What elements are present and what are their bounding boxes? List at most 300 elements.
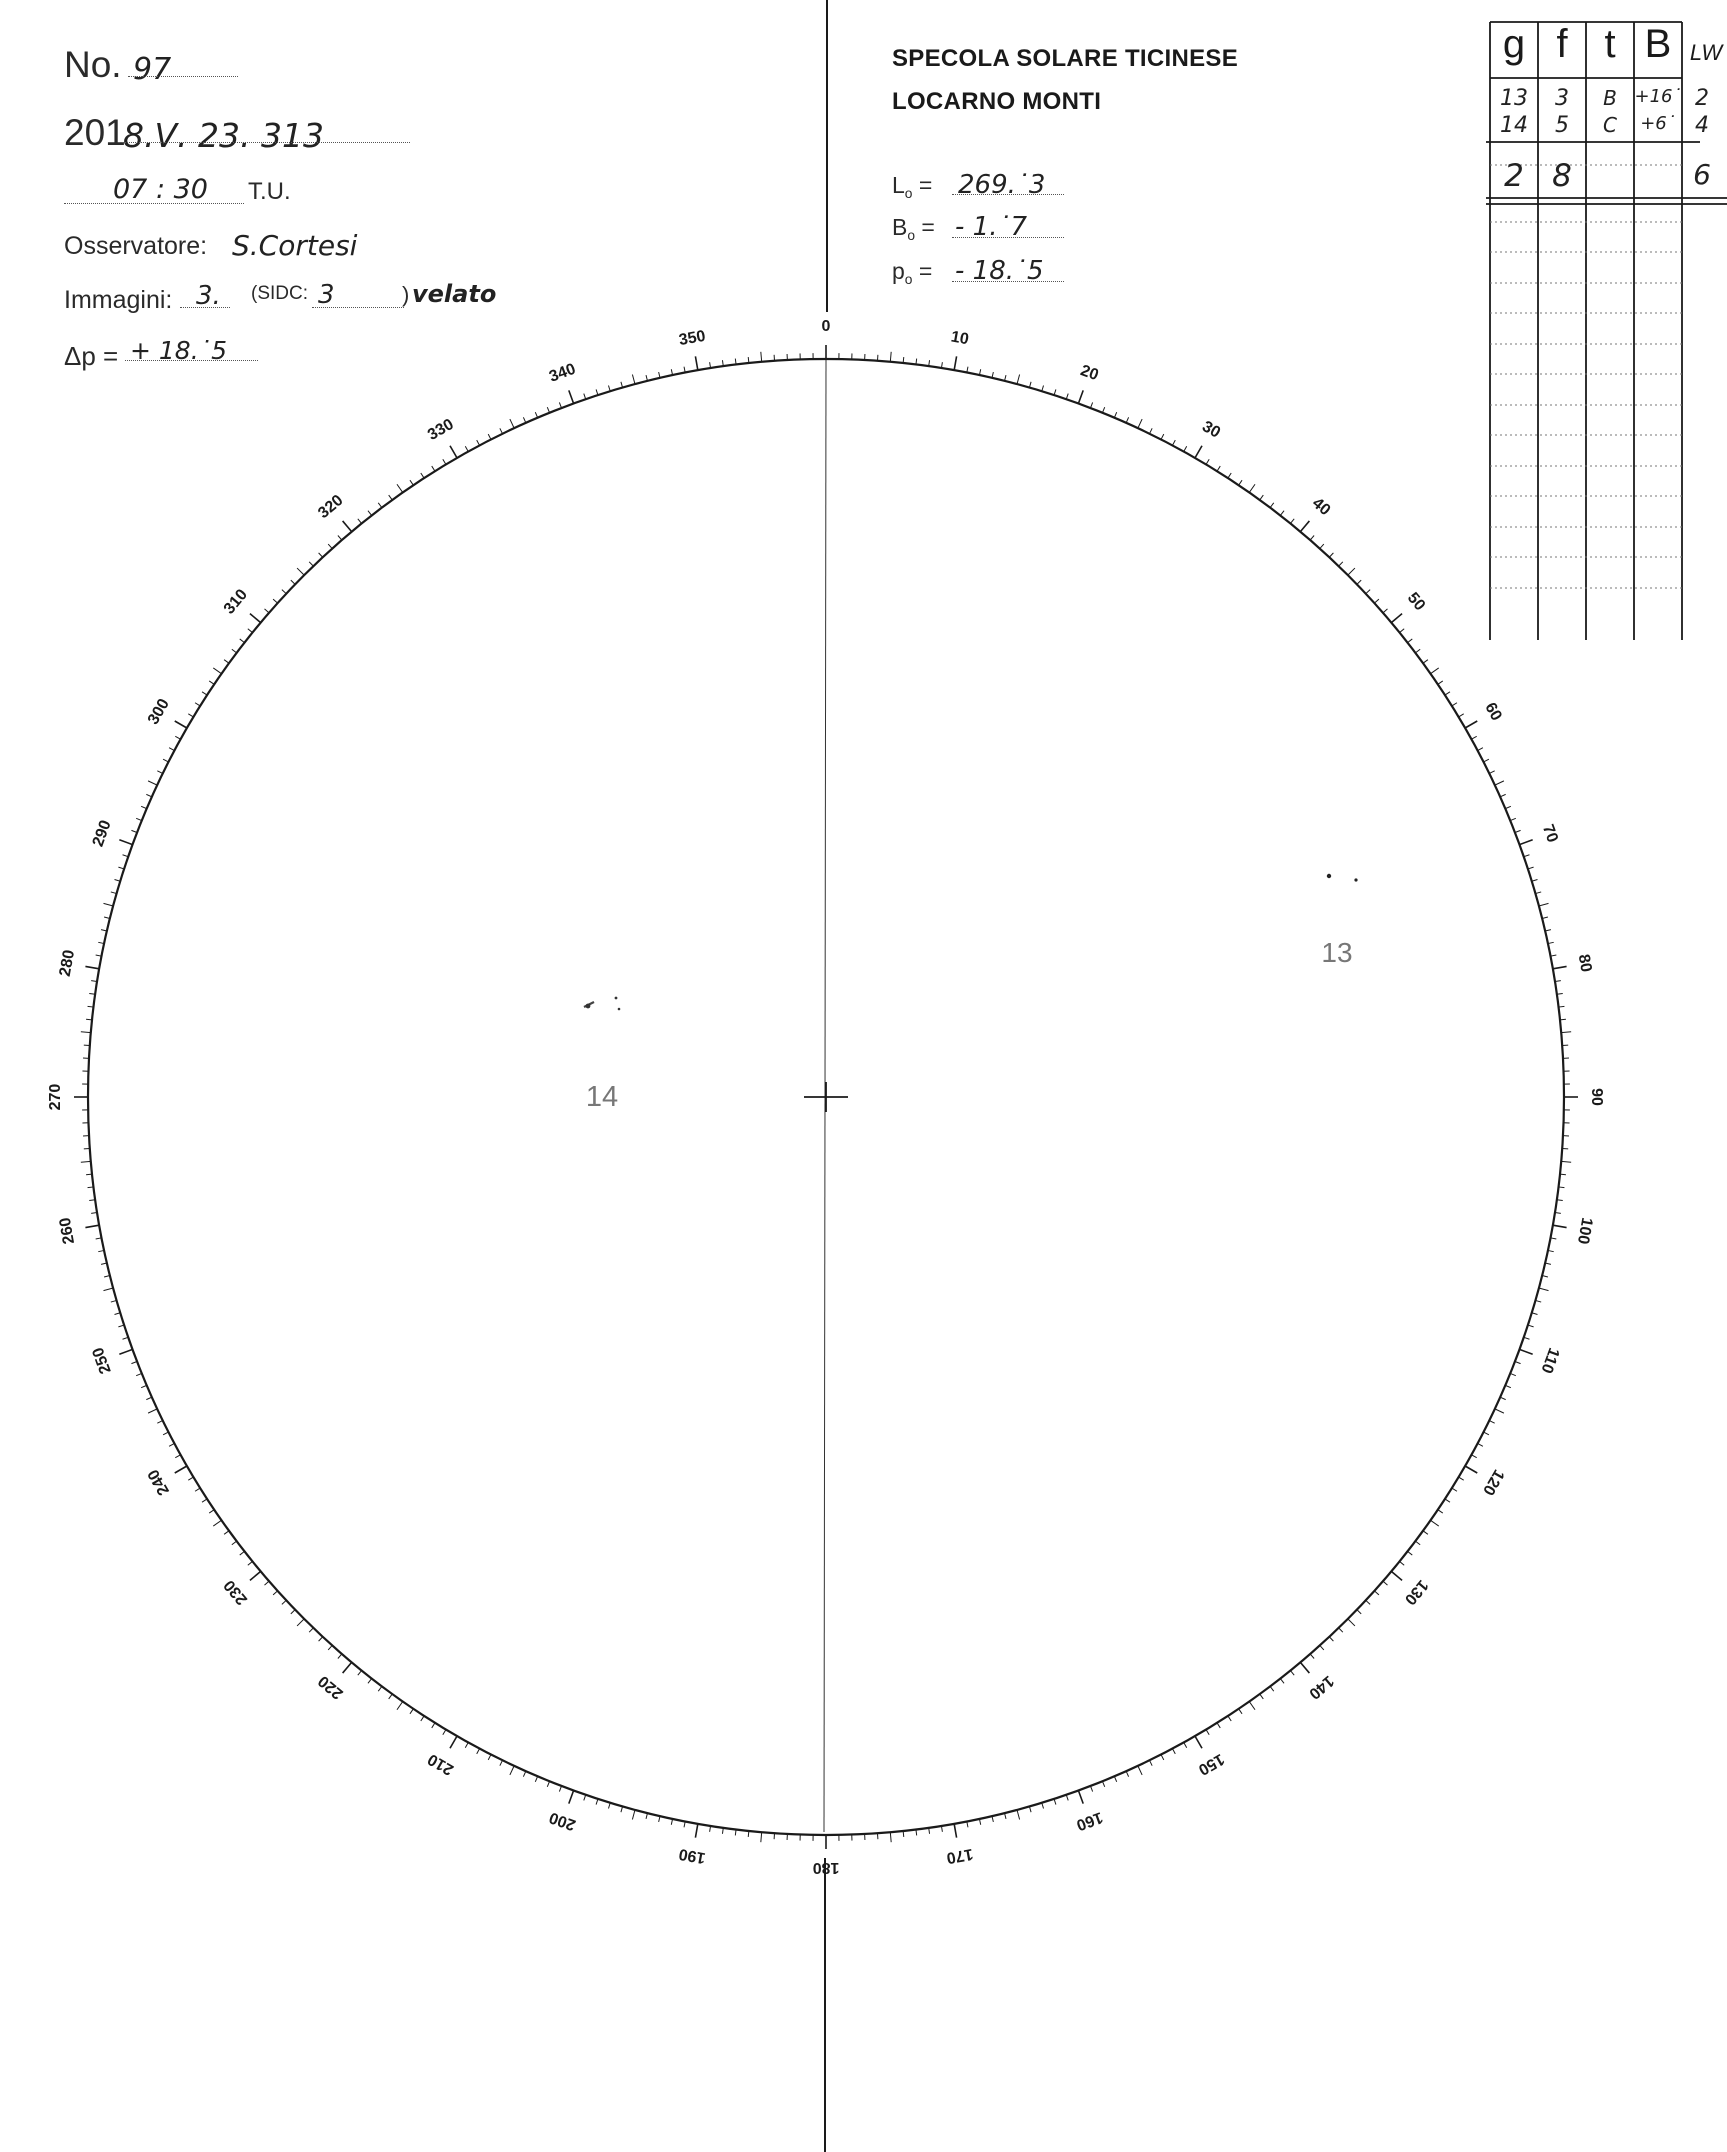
images-label: Immagini:: [64, 286, 173, 314]
scale-tick: [224, 1531, 229, 1535]
scale-tick: [1465, 721, 1477, 728]
scale-tick: [1366, 1600, 1370, 1604]
scale-tick: [1553, 1225, 1567, 1227]
scale-tick: [632, 374, 635, 384]
scale-tick: [1320, 1645, 1324, 1649]
scale-label-50: 50: [1403, 589, 1429, 615]
scale-tick: [903, 1831, 904, 1837]
sunspot: [615, 997, 618, 1000]
scale-tick: [584, 1795, 586, 1801]
scale-tick: [136, 818, 142, 820]
scale-tick: [1280, 511, 1284, 516]
scale-label-60: 60: [1481, 699, 1505, 724]
scale-label-190: 190: [677, 1844, 707, 1867]
scale-tick: [1471, 736, 1476, 739]
scale-tick: [224, 660, 229, 664]
scale-tick: [1172, 440, 1175, 445]
scale-tick: [368, 1679, 372, 1684]
scale-tick: [328, 544, 332, 548]
scale-tick: [410, 1709, 413, 1714]
scale-tick: [1560, 1174, 1566, 1175]
scale-label-200: 200: [547, 1808, 579, 1834]
scale-tick: [1249, 1702, 1255, 1710]
scale-tick: [1500, 1397, 1505, 1399]
scale-label-300: 300: [144, 696, 173, 728]
scale-label-90: 90: [1587, 1088, 1605, 1106]
scale-tick: [695, 356, 697, 370]
table-cell: 13: [1500, 86, 1528, 111]
scale-tick: [175, 721, 187, 728]
scale-tick: [1300, 521, 1309, 532]
scale-label-0: 0: [821, 318, 831, 336]
table-cell: 5: [1555, 113, 1569, 138]
scale-tick: [1561, 1032, 1571, 1033]
sky-note: velato: [412, 280, 497, 308]
scale-tick: [358, 1671, 362, 1676]
scale-label-100: 100: [1573, 1216, 1596, 1246]
scale-tick: [1329, 553, 1333, 557]
scale-tick: [250, 614, 261, 623]
scale-tick: [148, 781, 157, 785]
scale-tick: [397, 484, 403, 492]
scale-tick: [890, 352, 891, 362]
scale-tick: [1017, 374, 1020, 384]
scale-tick: [343, 1662, 352, 1673]
scale-tick: [1524, 1337, 1530, 1339]
scale-tick: [188, 1477, 193, 1480]
scale-tick: [389, 495, 393, 500]
scale-tick: [1005, 1813, 1006, 1819]
scale-tick: [1217, 466, 1220, 471]
scale-tick: [1452, 1488, 1457, 1491]
scale-tick: [1561, 1161, 1571, 1162]
scale-label-330: 330: [425, 415, 457, 444]
scale-tick: [397, 1702, 403, 1710]
time-value: 07 : 30: [113, 174, 208, 205]
scale-tick: [1510, 818, 1516, 820]
scale-label-350: 350: [677, 327, 707, 350]
po-value: - 18.˙5: [955, 256, 1044, 286]
scale-tick: [748, 357, 749, 363]
scale-tick: [232, 1541, 237, 1545]
scale-label-40: 40: [1308, 494, 1334, 520]
scale-label-290: 290: [89, 818, 115, 850]
scale-tick: [1005, 375, 1006, 381]
scale-tick: [1126, 417, 1128, 422]
scale-tick: [250, 1571, 261, 1580]
scale-tick: [1126, 1771, 1128, 1776]
scale-tick: [1471, 1455, 1476, 1458]
scale-label-80: 80: [1574, 953, 1595, 974]
scale-label-120: 120: [1479, 1466, 1508, 1498]
scale-tick: [163, 759, 168, 762]
scale-tick: [1310, 536, 1314, 541]
scale-tick: [450, 1736, 457, 1748]
scale-tick: [1300, 1662, 1309, 1673]
scale-tick: [1228, 473, 1231, 478]
scale-tick: [213, 1520, 221, 1526]
scale-tick: [81, 1161, 91, 1162]
scale-tick: [1206, 459, 1209, 464]
scale-tick: [523, 1771, 525, 1776]
scale-label-160: 160: [1073, 1808, 1105, 1834]
scale-tick: [175, 1466, 187, 1473]
scale-tick: [146, 794, 151, 796]
scale-tick: [1438, 1510, 1443, 1513]
scale-tick: [103, 1288, 113, 1291]
scale-tick: [119, 1349, 132, 1354]
table-header-lw: LW: [1689, 40, 1723, 65]
scale-tick: [1400, 1561, 1405, 1565]
scale-tick: [659, 372, 660, 378]
scale-tick: [148, 1409, 157, 1413]
date-value: 8.Ⅴ. 23. 313: [123, 116, 324, 155]
scale-tick: [309, 1628, 313, 1632]
scale-tick: [1528, 1325, 1534, 1327]
scale-tick: [1239, 1709, 1242, 1714]
scale-tick: [343, 521, 352, 532]
scale-tick: [1505, 806, 1511, 808]
scale-tick: [273, 599, 277, 603]
scale-tick: [903, 357, 904, 363]
scale-tick: [488, 434, 491, 439]
scale-label-230: 230: [220, 1576, 252, 1608]
scale-tick: [761, 1832, 762, 1842]
sunspot: [1354, 878, 1357, 881]
scale-tick: [328, 1645, 332, 1649]
scale-tick: [1249, 484, 1255, 492]
scale-tick: [465, 1742, 468, 1747]
scale-tick: [432, 466, 435, 471]
scale-tick: [1515, 1361, 1521, 1363]
scale-tick: [338, 1654, 342, 1659]
scale-tick: [659, 1816, 660, 1822]
scale-tick: [443, 1730, 446, 1735]
scale-tick: [118, 867, 124, 869]
scale-tick: [378, 503, 382, 508]
scale-tick: [146, 1397, 151, 1399]
scale-tick: [319, 1637, 323, 1641]
scale-tick: [389, 1694, 393, 1699]
scale-tick: [1339, 562, 1343, 566]
scale-tick: [1423, 660, 1428, 664]
scale-tick: [1459, 714, 1464, 717]
scale-tick: [1290, 1671, 1294, 1676]
bo-label: $B_o$ =: [892, 214, 935, 243]
scale-tick: [465, 446, 468, 451]
scale-tick: [273, 1591, 277, 1595]
sunspot: [618, 1008, 621, 1011]
scale-tick: [992, 1816, 993, 1822]
scale-tick: [477, 440, 480, 445]
scale-tick: [1066, 1795, 1068, 1801]
table-cell: 2: [1695, 86, 1709, 111]
scale-tick: [1161, 1755, 1164, 1760]
scale-tick: [209, 681, 214, 684]
scale-tick: [1545, 1263, 1551, 1264]
table-cell: 14: [1500, 113, 1528, 138]
dp-label: Δp =: [64, 341, 119, 371]
scale-tick: [248, 629, 253, 633]
scale-tick: [1150, 428, 1153, 433]
scale-tick: [1172, 1749, 1175, 1754]
scale-tick: [954, 1824, 956, 1838]
scale-tick: [1150, 1760, 1153, 1765]
scale-tick: [248, 1561, 253, 1565]
scale-tick: [748, 1831, 749, 1837]
scale-tick: [1184, 1742, 1187, 1747]
scale-tick: [86, 1019, 92, 1020]
scale-tick: [282, 1600, 286, 1604]
scale-label-150: 150: [1195, 1750, 1227, 1779]
sunspot: [1327, 874, 1331, 878]
scale-tick: [1357, 1610, 1361, 1614]
scale-label-180: 180: [812, 1858, 840, 1876]
table-header-t: t: [1604, 22, 1616, 66]
scale-tick: [695, 1824, 697, 1838]
scale-tick: [1138, 1766, 1142, 1775]
scale-tick: [535, 412, 537, 418]
table-total-cell: 6: [1693, 158, 1711, 191]
scale-label-220: 220: [315, 1671, 347, 1703]
scale-tick: [1339, 1628, 1343, 1632]
scale-label-30: 30: [1199, 418, 1224, 442]
scale-tick: [157, 771, 162, 774]
scale-tick: [1391, 1571, 1402, 1580]
scale-label-310: 310: [220, 586, 252, 618]
scale-tick: [240, 639, 245, 643]
scale-tick: [1465, 1466, 1477, 1473]
scale-tick: [1310, 1654, 1314, 1659]
scale-tick: [209, 1510, 214, 1513]
scale-label-10: 10: [949, 328, 970, 349]
scale-tick: [1280, 1679, 1284, 1684]
scale-label-110: 110: [1537, 1345, 1563, 1376]
scale-label-340: 340: [547, 360, 579, 386]
scale-tick: [421, 1716, 424, 1721]
group-label-13: 13: [1321, 937, 1353, 968]
bo-value: - 1.˙7: [955, 212, 1027, 242]
scale-tick: [1383, 1581, 1388, 1585]
table-total-cell: 2: [1504, 158, 1524, 194]
scale-tick: [1484, 759, 1489, 762]
scale-label-140: 140: [1305, 1671, 1337, 1703]
scale-tick: [547, 1781, 549, 1787]
scale-tick: [319, 553, 323, 557]
table-total-cell: 8: [1552, 158, 1572, 194]
scale-tick: [1217, 1723, 1220, 1728]
scale-tick: [119, 840, 132, 845]
scale-tick: [101, 930, 107, 931]
scale-tick: [282, 590, 286, 594]
scale-tick: [103, 903, 113, 906]
sidc-close: ): [402, 282, 410, 307]
scale-tick: [1114, 412, 1116, 418]
scale-tick: [1539, 1288, 1549, 1291]
scale-tick: [1542, 917, 1548, 918]
scale-tick: [136, 1373, 142, 1375]
scale-tick: [141, 1385, 147, 1387]
scale-tick: [101, 1263, 107, 1264]
scale-tick: [1445, 1499, 1450, 1502]
scale-tick: [131, 830, 137, 832]
scale-tick: [646, 1813, 647, 1819]
scale-tick: [1445, 692, 1450, 695]
scale-tick: [232, 649, 237, 653]
scale-tick: [1408, 1551, 1413, 1555]
scale-tick: [1054, 389, 1056, 395]
scale-tick: [1489, 1421, 1494, 1424]
scale-tick: [169, 1443, 174, 1446]
scale-tick: [291, 1610, 295, 1614]
scale-label-260: 260: [56, 1216, 79, 1246]
scale-tick: [1102, 407, 1104, 413]
scale-tick: [559, 402, 561, 408]
scale-tick: [1478, 748, 1483, 751]
scale-tick: [1320, 544, 1324, 548]
table-header-f: f: [1556, 22, 1568, 66]
scale-tick: [761, 352, 762, 362]
scale-label-270: 270: [47, 1083, 65, 1111]
scale-tick: [523, 417, 525, 422]
scale-tick: [890, 1832, 891, 1842]
scale-tick: [1195, 446, 1202, 458]
scale-tick: [1260, 1694, 1264, 1699]
scale-tick: [1515, 830, 1521, 832]
scale-tick: [450, 446, 457, 458]
scale-tick: [157, 1421, 162, 1424]
scale-tick: [1348, 568, 1355, 575]
scale-tick: [175, 1455, 180, 1458]
scale-tick: [213, 668, 221, 674]
table-cell: +6˙: [1640, 113, 1676, 134]
scale-tick: [1484, 1432, 1489, 1435]
scale-tick: [1495, 1409, 1504, 1413]
scale-tick: [1374, 1591, 1378, 1595]
scale-tick: [188, 714, 193, 717]
scale-tick: [596, 1799, 598, 1805]
scale-tick: [1545, 930, 1551, 931]
scale-tick: [500, 428, 503, 433]
scale-tick: [86, 1174, 92, 1175]
scale-tick: [1539, 903, 1549, 906]
lo-value: 269.˙3: [958, 170, 1046, 200]
scale-tick: [1478, 1443, 1483, 1446]
scale-tick: [1542, 1276, 1548, 1277]
time-unit: T.U.: [248, 178, 291, 205]
scale-tick: [1114, 1776, 1116, 1782]
scale-tick: [1161, 434, 1164, 439]
scale-tick: [596, 389, 598, 395]
observer-value: S.Cortesi: [232, 229, 358, 262]
scale-tick: [1206, 1730, 1209, 1735]
scale-tick: [1459, 1477, 1464, 1480]
scale-tick: [1090, 402, 1092, 408]
scale-label-240: 240: [144, 1466, 173, 1498]
scale-tick: [131, 1361, 137, 1363]
scale-tick: [432, 1723, 435, 1728]
scale-tick: [632, 1810, 635, 1820]
scale-tick: [1408, 639, 1413, 643]
date-year-prefix: 201: [64, 112, 126, 153]
scale-tick: [547, 407, 549, 413]
scale-tick: [569, 390, 574, 403]
scale-tick: [175, 736, 180, 739]
scale-tick: [85, 1225, 99, 1227]
scale-label-210: 210: [425, 1750, 457, 1779]
scale-tick: [1438, 681, 1443, 684]
scale-tick: [297, 1619, 304, 1626]
lo-label: $L_o$ =: [892, 172, 933, 201]
scale-tick: [569, 1790, 574, 1803]
scale-tick: [240, 1551, 245, 1555]
scale-tick: [104, 1276, 110, 1277]
scale-tick: [202, 692, 207, 695]
scale-tick: [1528, 867, 1534, 869]
scale-tick: [1519, 1349, 1532, 1354]
scale-tick: [1357, 580, 1361, 584]
scale-tick: [1329, 1637, 1333, 1641]
sidc-value: 3: [318, 280, 335, 310]
scale-tick: [1066, 394, 1068, 400]
scale-tick: [954, 356, 956, 370]
scale-tick: [1391, 614, 1402, 623]
scale-tick: [1054, 1799, 1056, 1805]
table-cell: 3: [1555, 86, 1569, 111]
scale-tick: [1184, 446, 1187, 451]
scale-tick: [1374, 599, 1378, 603]
scale-tick: [421, 473, 424, 478]
scale-tick: [123, 1337, 129, 1339]
table-cell: C: [1603, 113, 1617, 137]
scale-tick: [1400, 629, 1405, 633]
scale-tick: [1500, 794, 1505, 796]
table-cell: B: [1603, 86, 1617, 110]
scale-tick: [1510, 1373, 1516, 1375]
scale-tick: [1290, 519, 1294, 524]
scale-tick: [202, 1499, 207, 1502]
scale-tick: [1431, 668, 1439, 674]
scale-tick: [1452, 703, 1457, 706]
scale-label-280: 280: [56, 948, 79, 978]
institution-name: SPECOLA SOLARE TICINESE: [892, 45, 1239, 72]
sunspot: [586, 1004, 591, 1009]
scale-tick: [1489, 771, 1494, 774]
scale-tick: [169, 748, 174, 751]
scale-tick: [123, 855, 129, 857]
number-value: 97: [133, 52, 172, 87]
scale-tick: [1078, 1790, 1083, 1803]
scale-tick: [1383, 609, 1388, 613]
scale-tick: [118, 1325, 124, 1327]
scale-tick: [443, 459, 446, 464]
scale-tick: [1553, 966, 1567, 968]
scale-tick: [1348, 1619, 1355, 1626]
scale-tick: [1260, 495, 1264, 500]
scale-tick: [265, 1581, 270, 1585]
scale-tick: [309, 562, 313, 566]
table-cell: 4: [1695, 113, 1709, 138]
scale-tick: [104, 917, 110, 918]
scale-tick: [338, 536, 342, 541]
scale-label-130: 130: [1400, 1576, 1432, 1608]
scale-tick: [488, 1755, 491, 1760]
scale-tick: [297, 568, 304, 575]
scale-label-20: 20: [1078, 362, 1101, 385]
scale-tick: [1017, 1810, 1020, 1820]
scale-tick: [1102, 1781, 1104, 1787]
scale-tick: [1228, 1716, 1231, 1721]
